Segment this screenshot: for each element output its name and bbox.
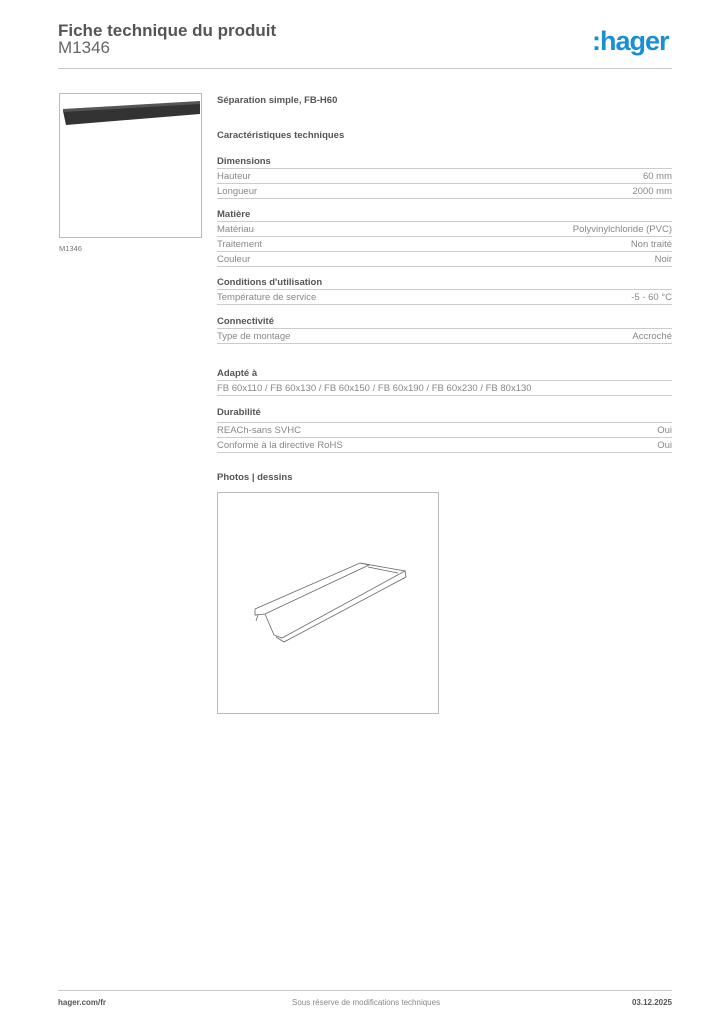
group-title: Dimensions: [217, 154, 672, 169]
spec-value: -5 - 60 °C: [631, 292, 672, 303]
hager-logo: :hager: [592, 26, 669, 56]
group-conditions: [217, 275, 672, 305]
spec-row: [217, 381, 672, 396]
spec-label: REACh-sans SVHC: [217, 425, 301, 436]
spec-value: 2000 mm: [632, 186, 672, 197]
spec-label: Traitement: [217, 239, 263, 250]
footer-website[interactable]: hager.com/fr: [58, 998, 107, 1007]
product-thumbnail: [59, 93, 202, 238]
product-code: M1346: [58, 38, 110, 57]
group-adapte: [217, 366, 672, 396]
group-matiere: [217, 207, 672, 267]
footer-divider: [58, 990, 672, 991]
spec-label: Hauteur: [217, 171, 251, 182]
spec-row: [217, 329, 672, 344]
spec-label: Longueur: [217, 186, 258, 197]
section-title: Caractéristiques techniques: [217, 130, 345, 141]
group-title: Matière: [217, 207, 672, 222]
spec-label: Température de service: [217, 292, 317, 303]
compatible-list: FB 60x110 / FB 60x130 / FB 60x150 / FB 60x190 / FB 60x230 / FB 80x130: [217, 383, 532, 394]
spec-row: [217, 237, 672, 252]
spec-label: Matériau: [217, 224, 254, 235]
spec-label: Conforme à la directive RoHS: [217, 440, 343, 451]
product-name: Séparation simple, FB-H60: [217, 95, 338, 106]
technical-drawing: [218, 493, 438, 713]
product-image: [60, 94, 201, 237]
spec-value: Oui: [657, 425, 672, 436]
spec-label: Type de montage: [217, 331, 291, 342]
spec-value: Non traité: [630, 239, 672, 250]
spec-row: [217, 252, 672, 267]
header-divider: [58, 68, 672, 69]
group-durabilite: [217, 405, 672, 453]
group-title: Durabilité: [217, 405, 672, 423]
spec-value: Noir: [654, 254, 672, 265]
group-title: Adapté à: [217, 366, 672, 381]
spec-row: [217, 184, 672, 199]
footer-date: 03.12.2025: [631, 998, 672, 1007]
spec-value: 60 mm: [642, 171, 672, 182]
group-dimensions: [217, 154, 672, 199]
spec-value: Accroché: [632, 331, 672, 342]
spec-label: Couleur: [217, 254, 251, 265]
photos-title: Photos | dessins: [217, 472, 293, 483]
spec-row: [217, 169, 672, 184]
spec-row: [217, 423, 672, 438]
spec-row: [217, 222, 672, 237]
spec-value: Polyvinylchloride (PVC): [572, 224, 672, 235]
group-connectivite: [217, 314, 672, 344]
group-title: Conditions d'utilisation: [217, 275, 672, 290]
group-title: Connectivité: [217, 314, 672, 329]
thumbnail-caption: M1346: [59, 244, 82, 253]
page-title: Fiche technique du produit: [58, 21, 277, 40]
product-drawing: [217, 492, 439, 714]
spec-row: [217, 290, 672, 305]
footer-notice: Sous réserve de modifications techniques: [292, 998, 441, 1007]
spec-row: [217, 438, 672, 453]
spec-value: Oui: [657, 440, 672, 451]
